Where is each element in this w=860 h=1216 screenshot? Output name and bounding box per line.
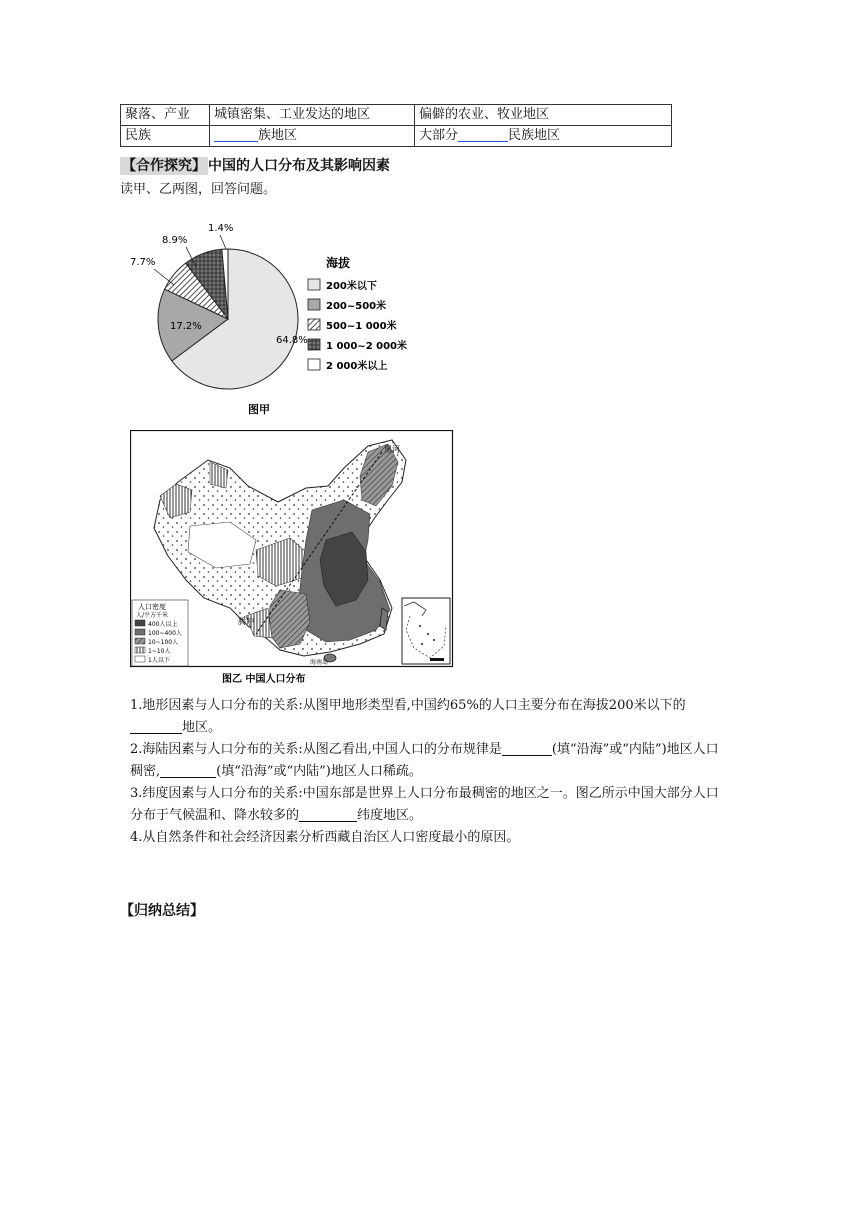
cell-text: 大部分: [419, 128, 459, 143]
legend-swatch: [308, 299, 320, 310]
legend-label: 200米以下: [326, 281, 377, 292]
map-legend-label: 100~400人: [148, 630, 182, 637]
pie-value-label: 1.4%: [208, 223, 234, 234]
question-2: 2.海陆因素与人口分布的关系:从图乙看出,中国人口的分布规律是 (填“沿海”或“内陆”)地区人口稠密, (填“沿海”或“内陆”)地区人口稀疏。: [130, 742, 719, 779]
cell-text: 民族地区: [508, 128, 561, 143]
cell-text: 族地区: [258, 128, 298, 143]
map-legend-label: 1人以下: [148, 657, 170, 664]
table-cell: 城镇密集、工业发达的地区: [210, 105, 415, 126]
answer-blank[interactable]: [130, 719, 182, 734]
legend-label: 1 000~2 000米: [326, 341, 408, 352]
map-legend-swatch: [135, 656, 145, 662]
pie-leader-line: [154, 269, 174, 285]
legend-swatch: [308, 339, 320, 350]
label-tengchong: 腾冲: [238, 617, 254, 626]
section-heading: [120, 155, 390, 175]
map-legend-label: 10~100人: [148, 639, 179, 646]
table-row: [121, 126, 672, 147]
legend-swatch: [308, 279, 320, 290]
legend-swatch: [308, 359, 320, 370]
summary-heading: 【归纳总结】: [120, 903, 204, 919]
map-caption: 图乙 中国人口分布: [222, 674, 306, 685]
answer-blank[interactable]: [160, 763, 216, 778]
table-cell: 民族: [121, 126, 210, 147]
question-1: 1.地形因素与人口分布的关系:从图甲地形类型看,中国约65%的人口主要分布在海拔200米以下的 地区。: [130, 698, 686, 735]
answer-blank[interactable]: [299, 807, 357, 822]
question-4: 4.从自然条件和社会经济因素分析西藏自治区人口密度最小的原因。: [130, 830, 520, 845]
pie-value-label: 8.9%: [162, 235, 188, 246]
chart-caption: 图甲: [248, 403, 270, 416]
legend-title: 海拔: [326, 256, 351, 270]
answer-blank[interactable]: [502, 741, 552, 756]
table-cell: [415, 126, 672, 147]
pie-leader-line: [220, 235, 226, 249]
table-cell: [210, 126, 415, 147]
legend-swatch: [308, 319, 320, 330]
legend-label: 2 000米以上: [326, 361, 388, 372]
comparison-table: [120, 104, 672, 147]
pie-value-label: 7.7%: [130, 257, 156, 268]
legend-label: 500~1 000米: [326, 321, 397, 332]
pie-value-label: 17.2%: [170, 321, 202, 332]
map-legend-swatch: [135, 620, 145, 626]
population-map: [130, 430, 454, 690]
legend-label: 200~500米: [326, 301, 387, 312]
pie-chart: [130, 215, 430, 425]
map-legend-swatch: [135, 647, 145, 653]
label-heihe: 黑河: [384, 445, 400, 454]
map-legend-unit: 人/平方千米: [136, 612, 169, 619]
south-china-sea-inset: [402, 598, 450, 664]
table-cell: 聚落、产业: [121, 105, 210, 126]
section-title: 中国的人口分布及其影响因素: [208, 158, 390, 174]
table-row: [121, 105, 672, 126]
map-legend-swatch: [135, 638, 145, 644]
fill-blank[interactable]: [214, 127, 258, 142]
label-hainan: 海南岛: [310, 659, 329, 666]
map-legend-swatch: [135, 629, 145, 635]
question-3: 3.纬度因素与人口分布的关系:中国东部是世界上人口分布最稠密的地区之一。图乙所示中国大部分人口分布于气候温和、降水较多的 纬度地区。: [130, 786, 719, 823]
map-legend-title: 人口密度: [138, 603, 166, 611]
questions: [130, 695, 730, 849]
intro-text: 读甲、乙两图，回答问题。: [120, 182, 277, 197]
pie-value-label: 64.8%: [276, 335, 308, 346]
fill-blank[interactable]: [458, 127, 508, 142]
map-legend-label: 1~10人: [148, 648, 171, 655]
map-legend-label: 400人以上: [148, 621, 178, 628]
table-cell: 偏僻的农业、牧业地区: [415, 105, 672, 126]
section-bracket-label: 【合作探究】: [122, 158, 206, 174]
